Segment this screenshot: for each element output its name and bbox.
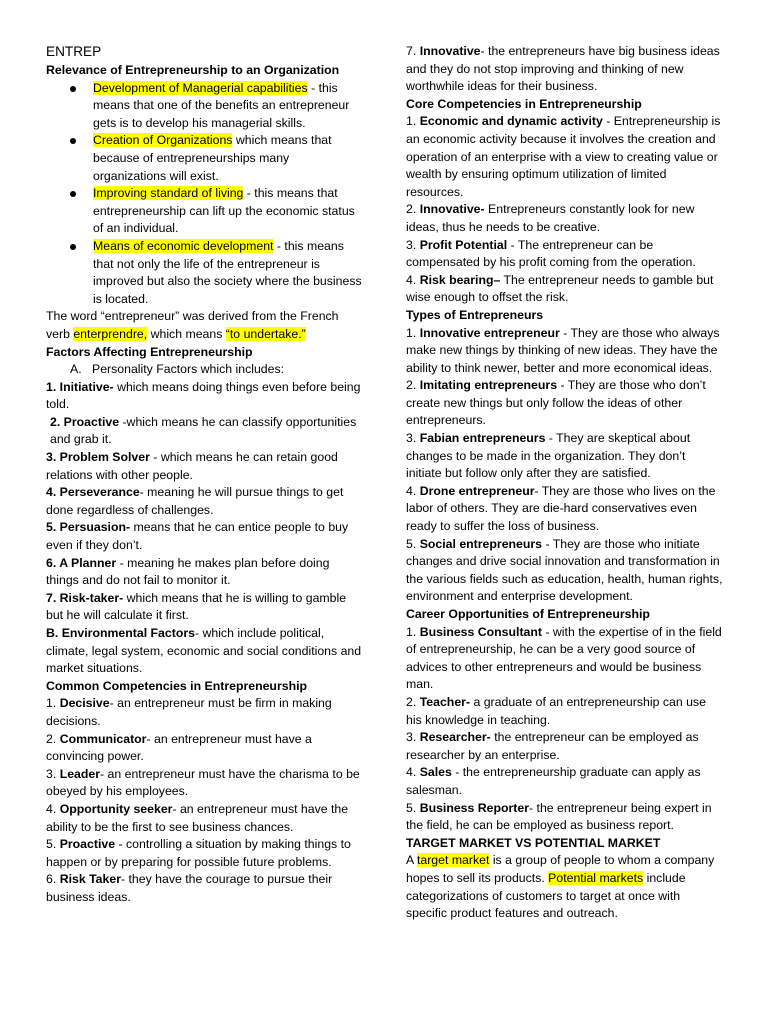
list-item: 5. Persuasion- means that he can entice people to buy even if they don’t. (46, 520, 349, 553)
left-column (46, 43, 364, 907)
core-competencies-heading: Core Competencies in Entrepreneurship (406, 96, 642, 111)
target-market-heading: TARGET MARKET VS POTENTIAL MARKET (406, 835, 661, 850)
list-item: 5. Social entrepreneurs - They are those who initiate changes and drive social innovation and transformation in the various fields such as education, health, human rights, environment and enterprise development. (406, 536, 723, 604)
document-title: ENTREP (46, 44, 102, 59)
list-item: 4. Perseverance- meaning he will pursue things to get done regardless of challenges. (46, 485, 344, 517)
list-item: Improving standard of living - this means that entrepreneurship can lift up the economic status of an individual. (46, 185, 364, 238)
list-item: 4. Risk bearing– The entrepreneur needs to gamble but wise enough to offset the risk. (406, 272, 714, 305)
bullet-icon (70, 138, 76, 144)
list-item: Means of economic development - this means that not only the life of the entrepreneur is improved but also the society where the business is located. (46, 238, 364, 308)
factors-heading: Factors Affecting Entrepreneurship (46, 344, 253, 359)
right-column (406, 43, 724, 923)
bullet-icon (70, 244, 76, 250)
list-item: 2. Proactive -which means he can classify opportunities and grab it. (50, 414, 357, 447)
list-item: 2. Innovative- Entrepreneurs constantly look for new ideas, thus he needs to be creative. (406, 202, 695, 234)
word-origin-paragraph: The word “entrepreneur” was derived from the French verb enterprendre, which means “to undertake.” (46, 309, 339, 341)
list-item: 3. Researcher- the entrepreneur can be employed as researcher by an enterprise. (406, 730, 699, 762)
list-item: 7. Risk-taker- which means that he is willing to gamble but he will calculate it first. (46, 590, 347, 623)
list-item: 3. Leader- an entrepreneur must have the charisma to be obeyed by his employees. (46, 766, 360, 799)
list-item: 6. A Planner - meaning he makes plan before doing things and do not fail to monitor it. (46, 555, 330, 588)
list-item: 7. Innovative- the entrepreneurs have big business ideas and they do not stop improving and thinking of new worthwhile ideas for their business. (406, 44, 720, 94)
types-heading: Types of Entrepreneurs (406, 307, 544, 322)
list-item: 4. Sales - the entrepreneurship graduate can apply as salesman. (406, 765, 701, 797)
list-item: 4. Drone entrepreneur- They are those who lives on the labor of others. They are die-hard conservatives even ready to suffer the loss of business. (406, 483, 716, 534)
bullet-icon (70, 191, 76, 197)
personality-factors-label: A. Personality Factors which includes: (70, 362, 285, 377)
list-item: 1. Initiative- which means doing things even before being told. (46, 379, 361, 412)
list-item: 5. Proactive - controlling a situation by making things to happen or by preparing for possible future problems. (46, 837, 351, 869)
list-item: 1. Business Consultant - with the expertise of in the field of entrepreneurship, he can be a very good source of advices to other entrepreneurs and would be business man. (406, 624, 722, 692)
list-item: 6. Risk Taker- they have the courage to pursue their business ideas. (46, 872, 333, 904)
common-competencies-heading: Common Competencies in Entrepreneurship (46, 678, 308, 693)
list-item: 1. Decisive- an entrepreneur must be firm in making decisions. (46, 696, 332, 728)
list-item: 2. Teacher- a graduate of an entrepreneurship can use his knowledge in teaching. (406, 694, 706, 727)
list-item: 3. Problem Solver - which means he can retain good relations with other people. (46, 450, 338, 482)
list-item: 1. Innovative entrepreneur - They are those who always make new things by thinking of new ideas. They have the ability to think newer, better and more economical ideas. (406, 325, 720, 375)
list-item: Development of Managerial capabilities - this means that one of the benefits an entrepreneur gets is to develop his managerial skills. (46, 80, 364, 133)
environmental-factors: B. Environmental Factors- which include political, climate, legal system, economic and social conditions and market situations. (46, 626, 362, 676)
relevance-list (46, 80, 364, 309)
list-item: 3. Fabian entrepreneurs - They are skeptical about changes to be made in the organization. They don’t initiate but follow only after they are satisfied. (406, 431, 691, 481)
career-heading: Career Opportunities of Entrepreneurship (406, 607, 650, 621)
relevance-heading: Relevance of Entrepreneurship to an Organization (46, 63, 340, 77)
list-item: Creation of Organizations which means that because of entrepreneurships many organizations will exist. (46, 132, 364, 185)
bullet-icon (70, 86, 76, 92)
list-item: 2. Communicator- an entrepreneur must have a convincing power. (46, 731, 312, 764)
list-item: 2. Imitating entrepreneurs - They are those who don’t create new things but only follow the ideas of other entrepreneurs. (406, 378, 706, 428)
list-item: 4. Opportunity seeker- an entrepreneur must have the ability to be the first to see business chances. (46, 801, 349, 834)
list-item: 5. Business Reporter- the entrepreneur being expert in the field, he can be employed as business report. (406, 800, 712, 833)
list-item: 3. Profit Potential - The entrepreneur can be compensated by his profit coming from the operation. (406, 237, 696, 270)
list-item: 1. Economic and dynamic activity - Entrepreneurship is an economic activity because it involves the creation and operation of an enterprise with a view to creating value or wealth by ensuring optimum utilization of limited resources. (406, 114, 721, 199)
target-market-paragraph: A target market is a group of people to whom a company hopes to sell its products. Potential markets include categorizations of customers to target at once with specific product features and outreach. (406, 853, 715, 921)
